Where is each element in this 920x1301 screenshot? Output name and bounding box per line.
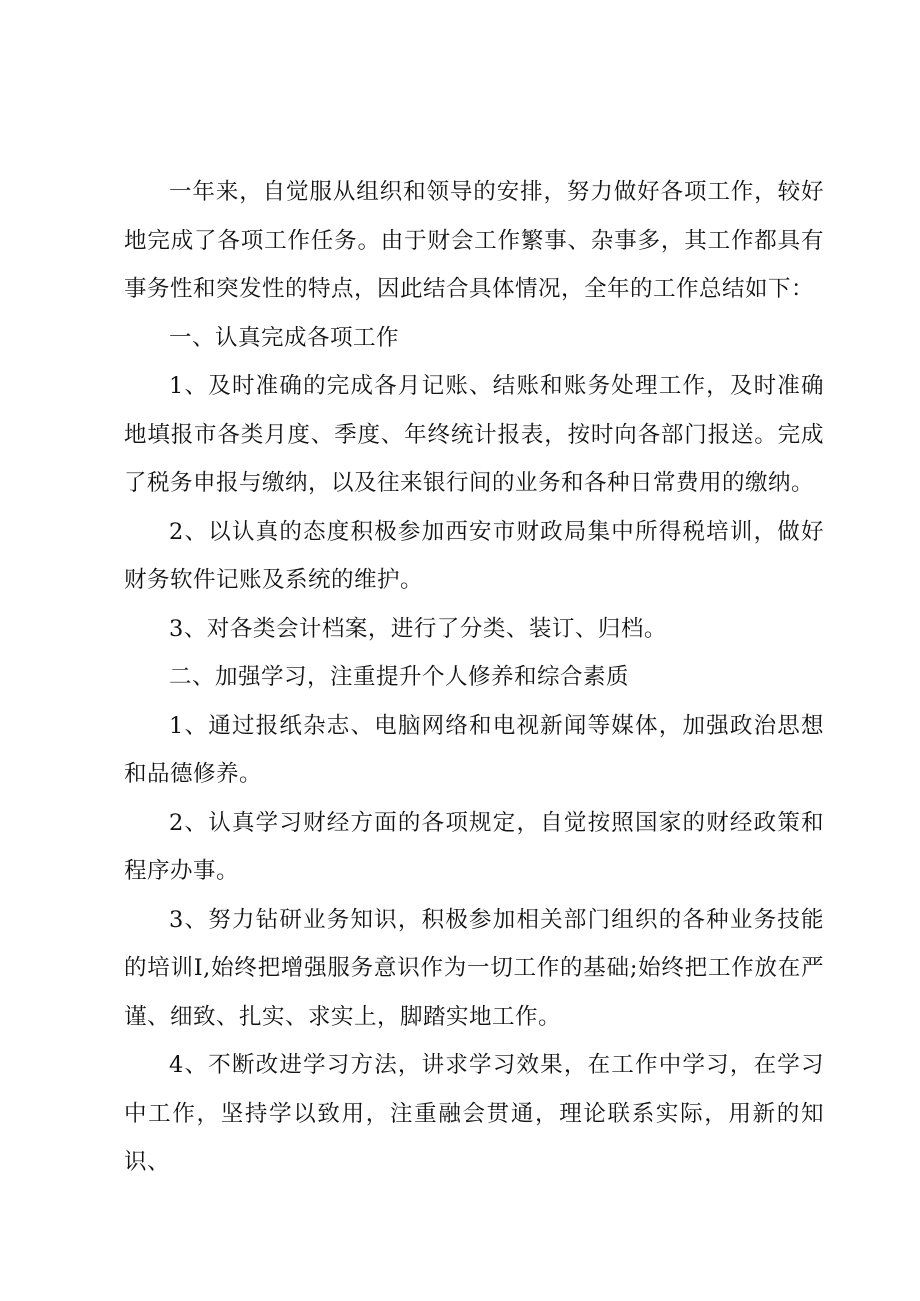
section-1-item-3: 3、对各类会计档案，进行了分类、装订、归档。 [169,615,667,642]
section-1-item-2: 2、以认真的态度积极参加西安市财政局集中所得税培训，做好财务软件记账及系统的维护。 [124,518,824,593]
document-body [124,168,824,1187]
section-heading-2: 二、加强学习，注重提升个人修养和综合素质 [169,664,630,690]
section-1-item-1: 1、及时准确的完成各月记账、结账和账务处理工作，及时准确地填报市各类月度、季度、年终统计报表，按时向各部门报送。完成了税务申报与缴纳，以及往来银行间的业务和各种日常费用的缴纳。 [124,373,824,496]
intro-paragraph: 一年来，自觉服从组织和领导的安排，努力做好各项工作，较好地完成了各项工作任务。由于财会工作繁事、杂事多，其工作都具有事务性和突发性的特点，因此结合具体情况，全年的工作总结如下： [124,179,824,302]
section-2-item-4: 4、不断改进学习方法，讲求学习效果，在工作中学习，在学习中工作，坚持学以致用，注重融会贯通，理论联系实际，用新的知识、 [124,1052,824,1175]
section-2-item-3: 3、努力钻研业务知识，积极参加相关部门组织的各种业务技能的培训I,始终把增强服务意识作为一切工作的基础;始终把工作放在严谨、细致、扎实、求实上，脚踏实地工作。 [124,906,824,1030]
section-2-item-1: 1、通过报纸杂志、电脑网络和电视新闻等媒体，加强政治思想和品德修养。 [124,712,824,787]
section-2-item-2: 2、认真学习财经方面的各项规定，自觉按照国家的财经政策和程序办事。 [124,809,824,884]
section-heading-1: 一、认真完成各项工作 [169,324,400,351]
